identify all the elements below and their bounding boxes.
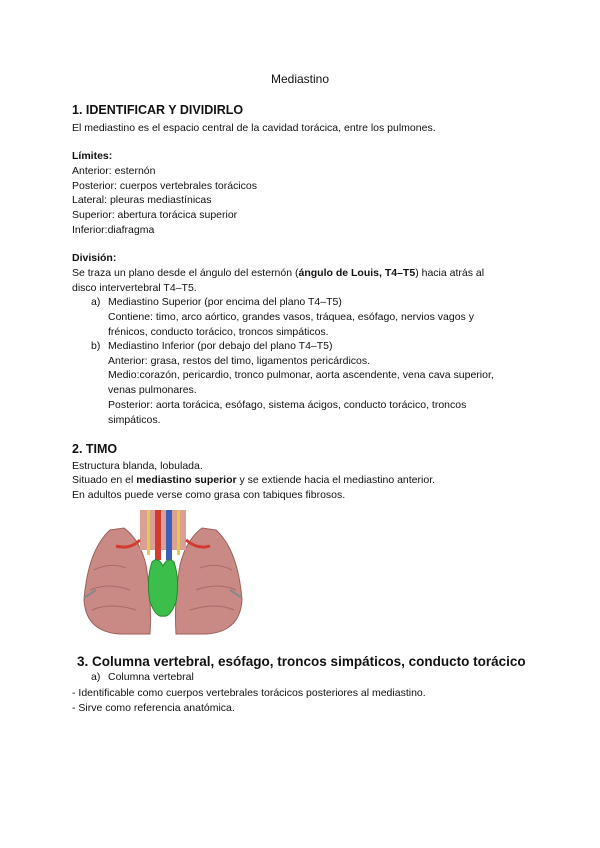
bullet-line: - Sirve como referencia anatómica. <box>72 702 235 714</box>
list-item-label: Columna vertebral <box>108 671 194 683</box>
limit-item: Anterior: esternón <box>72 165 156 177</box>
text-bold: mediastino superior <box>136 474 237 486</box>
division-text-part: Se traza un plano desde el ángulo del esternón ( <box>72 267 299 279</box>
bullet-line: - Identificable como cuerpos vertebrales torácicos posteriores al mediastino. <box>72 687 426 699</box>
limit-item: Posterior: cuerpos vertebrales torácicos <box>72 180 257 192</box>
division-text-part: ) hacia atrás al <box>415 267 485 279</box>
document-title: Mediastino <box>270 72 330 86</box>
division-heading: División: <box>72 252 117 264</box>
section-1-intro: El mediastino es el espacio central de la cavidad torácica, entre los pulmones. <box>72 122 436 134</box>
list-item-line: simpáticos. <box>108 414 161 426</box>
nerve-shape <box>177 510 180 555</box>
section-2-heading: 2. TIMO <box>72 442 118 456</box>
division-text <box>72 266 484 280</box>
list-marker: b) <box>91 340 101 352</box>
list-marker: a) <box>91 671 101 683</box>
list-marker: a) <box>91 296 101 308</box>
list-item-label: Mediastino Superior (por encima del plano T4–T5) <box>108 296 342 308</box>
limit-item: Lateral: pleuras mediastínicas <box>72 194 212 206</box>
vein-shape <box>166 510 172 560</box>
division-text-bold: ángulo de Louis, T4–T5 <box>298 267 416 279</box>
limits-heading: Límites: <box>72 150 113 162</box>
list-item-line: Contiene: timo, arco aórtico, grandes vasos, tráquea, esófago, nervios vagos y <box>108 311 474 323</box>
limit-item: Superior: abertura torácica superior <box>72 209 238 221</box>
list-item-label: Mediastino Inferior (por debajo del plano T4–T5) <box>108 340 333 352</box>
section-2-line: En adultos puede verse como grasa con tabiques fibrosos. <box>72 489 346 501</box>
section-2-line <box>72 473 435 487</box>
text-part: Situado en el <box>72 474 137 486</box>
list-item-line: frénicos, conducto torácico, troncos simpáticos. <box>108 326 329 338</box>
thymus-anatomy-illustration <box>80 510 246 636</box>
list-item-line: venas pulmonares. <box>108 384 197 396</box>
limit-item: Inferior:diafragma <box>72 224 155 236</box>
thymus-shape <box>148 560 177 616</box>
artery-shape <box>155 510 161 560</box>
division-text-continued: disco intervertebral T4–T5. <box>72 282 197 294</box>
list-item-line: Medio:corazón, pericardio, tronco pulmonar, aorta ascendente, vena cava superior, <box>108 369 494 381</box>
nerve-shape <box>147 510 150 555</box>
text-part: y se extiende hacia el mediastino anterior. <box>236 474 436 486</box>
section-1-heading: 1. IDENTIFICAR Y DIVIDIRLO <box>72 103 244 117</box>
section-2-line: Estructura blanda, lobulada. <box>72 460 203 472</box>
list-item-line: Posterior: aorta torácica, esófago, sistema ácigos, conducto torácico, troncos <box>108 399 467 411</box>
section-3-heading: 3. Columna vertebral, esófago, troncos simpáticos, conducto torácico <box>77 654 526 669</box>
list-item-line: Anterior: grasa, restos del timo, ligamentos pericárdicos. <box>108 355 371 367</box>
